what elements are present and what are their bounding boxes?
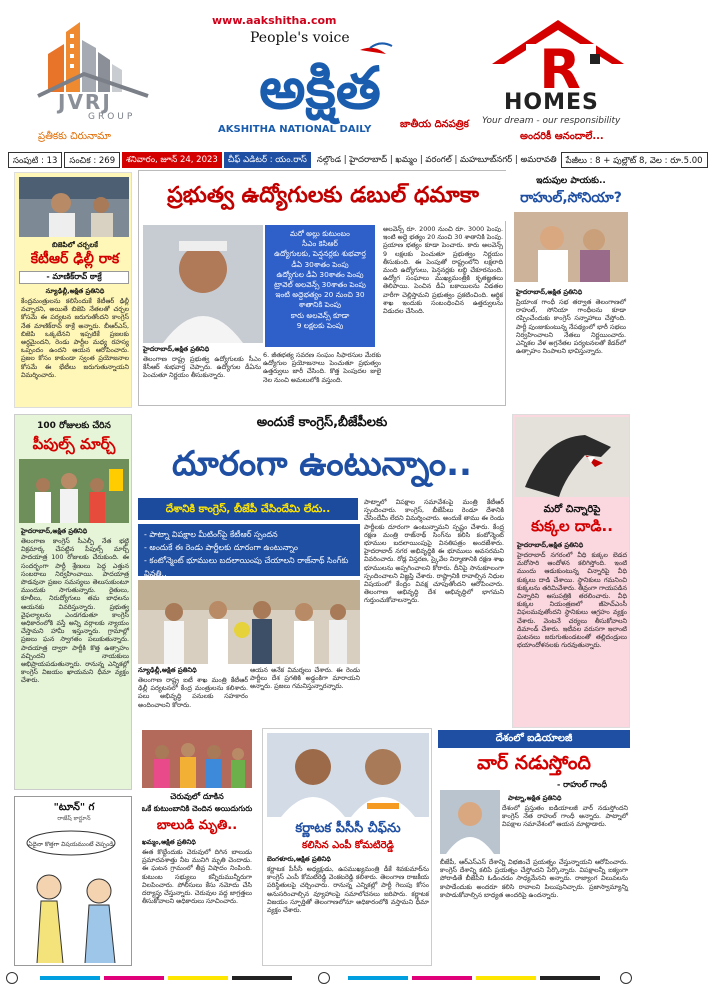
lead-body-col1: [143, 345, 261, 403]
lead-dateline: హైదరాబాద్,అక్షిత ప్రతినిధి: [143, 345, 210, 353]
story-ktr-body: కేంద్రమంత్రులను కలిసేందుకే కేటీఆర్ ఢిల్లీ వచ్చారని, అయితే బిజెపి నేతలతో చర్చల కోసమే ఈ పర్యటన జరుగుతోందని కాంగ్రెస్ నేత మాణిక్‌రావ్ ఠాక్రే అన్నారు. బీఆర్ఎస్, బిజెపి ఒక్కటేనని ఇప్పటికే ప్రజలకు అర్థమైందని, రెండు పార్టీల మధ్య రహస్య ఒప్పందం ఉందని ఆయన ఆరోపించారు. ప్రజల కోసం కాకుండా స్వంత ప్రయోజనాల కోసమే ఈ భేటీలు జరుగుతున్నాయని విమర్శించారు.: [21, 297, 129, 379]
jvrj-name: JVRJ: [58, 90, 112, 114]
story-rahul-kicker: ఇదుపుల పాయకు..: [536, 176, 606, 186]
bullet-item: - పాట్నా విపక్షాల మీటింగ్‌పై కేటీఆర్ స్పందన: [144, 530, 278, 539]
cartoon-title: "టూన్" గ: [53, 802, 95, 813]
story-pond-body: ఈత కొట్టేందుకు చెరువులో దిగిన బాలుడు ప్రమాదవశాత్తు నీట మునిగి మృతి చెందాడు. ఈ ఘటన గ్రామంలో తీవ్ర విషాదం నింపింది. కుటుంబ సభ్యులు కన్నీరుమున్నీరుగా విలపించారు. పోలీసులు కేసు నమోదు చేసి దర్యాప్తు చేస్తున్నారు. చెరువుల వద్ద జాగ్రత్తలు తీసుకోవాలని అధికారులు సూచించారు.: [142, 848, 252, 906]
story-congress-dateline: న్యూఢిల్లీ,అక్షిత ప్రతినిధి: [138, 666, 197, 674]
svg-text:R: R: [539, 38, 581, 101]
story-ktr-headline[interactable]: కేటీఆర్ ఢిల్లీ రాక: [30, 251, 120, 267]
meta-bar: [8, 152, 703, 168]
registration-mark: [620, 972, 632, 984]
registration-mark: [318, 972, 330, 984]
story-rahul-dateline: హైదరాబాద్,అక్షిత ప్రతినిధి: [516, 288, 583, 296]
lead-headline[interactable]: ప్రభుత్వ ఉద్యోగులకు డబుల్ ధమాకా: [139, 171, 507, 221]
lead-body-2: 6. జీతభత్య సవరణ సంఘం సిఫారసుల మేరకు ఉద్యోగుల ప్రయోజనాలు పెంచుతూ ప్రభుత్వం ఉత్తర్వులు జారీ చేసింది. కొత్త పెంపుదల జులై నెల నుంచి అమలులోకి వస్తుంది.: [263, 351, 381, 384]
color-bar: [40, 976, 100, 980]
story-dogs-body: హైదరాబాద్ నగరంలో వీధి కుక్కల బెడద మరోసారి ఆందోళన కలిగిస్తోంది. ఇంటి ముందు ఆడుకుంటున్న చిన్నారిపై వీధి కుక్కలు దాడి చేశాయి. స్థానికులు గమనించి కుక్కలను తరిమివేశారు. తీవ్రంగా గాయపడిన చిన్నారిని ఆసుపత్రికి తరలించారు. వీధి కుక్కల నియంత్రణలో జీహెచ్ఎంసీ విఫలమవుతోందని స్థానికులు ఆగ్రహం వ్యక్తం చేశారు. వెంటనే చర్యలు తీసుకోవాలని డిమాండ్ చేశారు. ఇటీవల వరుసగా ఇలాంటి ఘటనలు జరుగుతుండటంతో తల్లిదండ్రులు భయాందోళనలకు గురవుతున్నారు.: [517, 551, 627, 650]
story-dogs-kicker: మరో చిన్నారిపై: [543, 504, 601, 515]
cartoon-speech: ఏదైనా కొత్తగా విషయముంటే చెప్పండి: [28, 841, 114, 848]
logo-subtitle: AKSHITHA NATIONAL DAILY: [218, 124, 372, 135]
story-dogs-headline[interactable]: కుక్కల దాడి..: [531, 517, 613, 535]
story-ideology[interactable]: [438, 730, 630, 966]
lead-highlight-item: ట్రావెల్ అలవెన్స్ 30శాతం పెంపు: [274, 280, 366, 290]
story-dogs-photo: [515, 417, 629, 497]
story-rahul[interactable]: [512, 172, 630, 408]
color-bar: [232, 976, 292, 980]
story-congress-topline: అందుకే కాంగ్రెస్,బీజేపీలకు: [256, 415, 388, 430]
bullet-item: - కంటోన్మెంట్ భూములు బదలాయింపు చేయాలని రాజ్‌నాథ్ సింగ్‌కు వినతి..: [144, 556, 349, 578]
story-congress-left: [138, 666, 248, 720]
registration-mark: [6, 972, 18, 984]
story-march-photo: [19, 459, 129, 523]
story-karnataka-subhead: కలిసిన ఎంపీ కోమటిరెడ్డి: [302, 840, 394, 851]
cartoon-box: [14, 796, 132, 966]
editions: నల్గొండ | హైదరాబాద్ | ఖమ్మం | వరంగల్ | మహబూబ్‌నగర్ | అమరావతి: [316, 155, 557, 165]
cartoon-drawing: [19, 825, 129, 963]
story-congress-body-left: తెలంగాణ రాష్ట్ర ఐటీ శాఖ మంత్రి కేటీఆర్ ఢిల్లీ పర్యటనలో కేంద్ర మంత్రులను కలిశారు. పలు అభివృద్ధి పనులకు సహకారం అందించాలని కోరారు.: [138, 676, 248, 709]
story-ideology-dateline: పాట్నా,అక్షిత ప్రతినిధి: [508, 794, 562, 802]
story-march-kicker: 100 రోజులకు చేరిన: [37, 421, 111, 431]
story-dogs-dateline: హైదరాబాద్,అక్షిత ప్రతినిధి: [517, 541, 584, 549]
story-karnataka-dateline: బెంగళూరు,అక్షిత ప్రతినిధి: [267, 855, 331, 863]
color-bar: [348, 976, 408, 980]
story-march-body: తెలంగాణ కాంగ్రెస్ సీఎల్పీ నేత భట్టి విక్రమార్క చేపట్టిన పీపుల్స్ మార్చ్ పాదయాత్ర 100 రోజులకు చేరుకుంది. ఈ సందర్భంగా పార్టీ శ్రేణులు పెద్ద ఎత్తున సంబరాలు నిర్వహించాయి. పాదయాత్ర పొడవునా ప్రజల సమస్యలు తెలుసుకుంటూ ముందుకు సాగుతున్నారు. రైతులు, కూలీలు, నిరుద్యోగులు తమ బాధలను ఆయనకు వివరిస్తున్నారు. ప్రభుత్వ వైఫల్యాలను ఎండగడుతూ కాంగ్రెస్ అధికారంలోకి వస్తే అన్ని వర్గాలకు న్యాయం చేస్తామని హామీ ఇస్తున్నారు. గ్రామాల్లో ప్రజలు ఘన స్వాగతం పలుకుతున్నారు. పాదయాత్ర ద్వారా పార్టీకి కొత్త ఉత్సాహం వచ్చిందని నాయకులు అభిప్రాయపడుతున్నారు. రానున్న ఎన్నికల్లో కాంగ్రెస్ విజయం ఖాయమని ధీమా వ్యక్తం చేశారు.: [21, 537, 129, 685]
story-ideology-kicker: దేశంలో ఐడియాలజీ: [438, 730, 630, 748]
site-url[interactable]: www.aakshitha.com: [212, 14, 337, 27]
color-bar: [412, 976, 472, 980]
edition-date: శనివారం, జూన్ 24, 2023: [122, 152, 222, 168]
color-bar: [168, 976, 228, 980]
story-pond[interactable]: [138, 728, 256, 966]
color-bar: [104, 976, 164, 980]
story-ktr-photo: [19, 177, 129, 237]
story-dog-attack[interactable]: [512, 414, 630, 728]
color-bar: [476, 976, 536, 980]
story-ktr-dateline: న్యూఢిల్లీ,అక్షిత ప్రతినిధి: [45, 287, 105, 295]
rhomes-slogan: Your dream - our responsibility: [482, 116, 621, 126]
story-congress-bullets: [138, 524, 360, 576]
lead-highlight-item: కారు అలవెన్స్ కూడా: [290, 310, 350, 320]
logo-daily: జాతీయ దినపత్రిక: [400, 119, 469, 130]
story-congress-bjp[interactable]: [138, 412, 506, 722]
story-ktr-kicker: బిజెపిలో చర్చలకే: [52, 241, 98, 249]
story-congress-photo: [138, 580, 360, 664]
price: పేజీలు : 8 + పుల్లౌట్ 8, వెల : రూ.5.00: [561, 152, 708, 168]
logo-text: అక్షిత: [259, 54, 381, 122]
story-congress-headline[interactable]: దూరంగా ఉంటున్నాం..: [172, 444, 472, 484]
jvrj-group: GROUP: [88, 112, 136, 122]
story-pond-headline[interactable]: బాలుడి మృతి..: [156, 818, 238, 833]
story-rahul-photo: [514, 212, 628, 282]
story-ktr[interactable]: [14, 172, 132, 408]
story-rahul-headline[interactable]: రాహుల్,సోనియా?: [520, 190, 622, 206]
lead-body-1: తెలంగాణ రాష్ట్ర ప్రభుత్వ ఉద్యోగులకు సీఎం కేసీఆర్ శుభవార్త చెప్పారు. ఉద్యోగుల డీఏను పెంచుతూ నిర్ణయం తీసుకున్నారు.: [143, 355, 261, 380]
story-congress-subhead: దేశానికి కాంగ్రెస్, బీజేపీ చేసిందేమి లేదు..: [138, 498, 358, 520]
story-ideology-headline[interactable]: వార్ నడుస్తోంది: [477, 752, 591, 774]
story-ktr-byline: - మాణిక్‌రావ్ ఠాక్రే: [19, 271, 129, 284]
volume: సంపుటి : 13: [8, 152, 62, 168]
story-karnataka-photo: [267, 733, 429, 817]
chief-editor: చీఫ్ ఎడిటర్ : యం.రాస్: [224, 152, 311, 168]
story-peoples-march[interactable]: [14, 414, 132, 790]
story-ideology-body-top: దేశంలో ప్రస్తుతం ఐడియాలజీ వార్ నడుస్తోందని కాంగ్రెస్ నేత రాహుల్ గాంధీ అన్నారు. పాట్నాలో విపక్షాల సమావేశంలో ఆయన మాట్లాడారు.: [502, 804, 628, 829]
story-rahul-body: ప్రియాంక గాంధీ సభ తర్వాత తెలంగాణలో రాహుల్, సోనియా గాంధీలను కూడా రప్పించేందుకు కాంగ్రెస్ సన్నాహాలు చేస్తోంది. పార్టీ పుంజుకుంటున్న నేపథ్యంలో భారీ సభలు నిర్వహించాలని నేతలు నిర్ణయించారు. ఎన్నికల వేళ అగ్రనేతల పర్యటనలతో కేడర్‌లో ఉత్సాహం నింపాలని భావిస్తున్నారు.: [516, 298, 626, 356]
story-congress-body-mid: ఆయన అనేక విమర్శలు చేశారు. ఈ రెండు పార్టీలు దేశ ప్రగతికి అడ్డంకిగా మారాయని అన్నారు. ప్రజలు గమనిస్తున్నారన్నారు.: [250, 666, 360, 691]
color-bar: [540, 976, 600, 980]
lead-highlight-item: 9 లక్షలకు పెంపు: [296, 320, 344, 330]
lead-highlight-item: సీఎం కెసిఆర్: [302, 239, 338, 249]
lead-highlight-item: డీఏ 30శాతం పెంపు: [291, 259, 349, 269]
tagline: People's voice: [250, 30, 350, 46]
story-karnataka-headline[interactable]: కర్ణాటక పీసీసీ చీఫ్‌ను: [295, 821, 401, 836]
story-pond-kicker: చెరువులో దూకిన: [170, 792, 224, 801]
story-march-dateline: హైదరాబాద్,అక్షిత ప్రతినిధి: [21, 527, 88, 535]
cartoon-author: రాజేష్ కార్టూన్: [57, 815, 91, 822]
story-pond-subkicker: ఒకే కుటుంబానికి చెందిన అయిదుగురు: [141, 804, 253, 813]
rhomes-name: HOMES: [504, 90, 599, 115]
lead-body-3: అలవెన్స్ రూ. 2000 నుంచి రూ. 3000 పెంపు. ఇంటి అద్దె భత్యం 20 నుంచి 30 శాతానికి పెంపు. ప్రయాణ భత్యం కూడా పెంచారు. కారు అలవెన్స్ 9 లక్షలకు పెంచుతూ ప్రభుత్వం నిర్ణయం తీసుకుంది. ఈ పెంపుతో రాష్ట్రంలోని లక్షలాది మంది ఉద్యోగులు, పెన్షనర్లకు లబ్ధి చేకూరనుంది. ఉద్యోగ సంఘాలు ముఖ్యమంత్రికి కృతజ్ఞతలు తెలిపాయి. పెంచిన డీఏ బకాయిలను విడతల వారీగా చెల్లిస్తామని ప్రభుత్వం ప్రకటించింది. ఆర్థిక శాఖ ఇందుకు సంబంధించిన ఉత్తర్వులను విడుదల చేసింది.: [383, 225, 503, 316]
issue: సంచిక : 269: [64, 152, 120, 168]
story-march-headline[interactable]: పీపుల్స్ మార్చ్: [32, 435, 116, 453]
bullet-item: - అందుకే ఈ రెండు పార్టీలకు దూరంగా ఉంటున్నాం: [144, 543, 298, 552]
newspaper-logo: [210, 44, 430, 124]
lead-highlights: [265, 225, 375, 347]
lead-story[interactable]: [138, 170, 506, 406]
story-congress-body-right: పాట్నాలో విపక్షాల సమావేశంపై మంత్రి కేటీఆర్ స్పందించారు. కాంగ్రెస్, బీజేపీలు రెండూ దేశానికి చేసిందేమీ లేదని విమర్శించారు. అందుకే తాము ఈ రెండు పార్టీలకు దూరంగా ఉంటున్నామని స్పష్టం చేశారు. కేంద్ర రక్షణ మంత్రి రాజ్‌నాథ్ సింగ్‌ను కలిసి కంటోన్మెంట్ భూముల బదలాయింపుపై వినతిపత్రం అందజేశారు. హైదరాబాద్ నగర అభివృద్ధికి ఈ భూములు అవసరమని వివరించారు. రోడ్ల విస్తరణ, స్కైవేల నిర్మాణానికి రక్షణ శాఖ భూములను అప్పగించాలని కోరారు. దీనిపై సానుకూలంగా స్పందించాలని విజ్ఞప్తి చేశారు. రాష్ట్రానికి రావాల్సిన నిధుల విషయంలో కేంద్రం వివక్ష చూపుతోందని ఆరోపించారు. తెలంగాణ అభివృద్ధి దేశ అభివృద్ధిలో భాగమని గుర్తుంచుకోవాలన్నారు.: [364, 498, 504, 605]
lead-highlight-item: ఉద్యోగులకు, పెన్షనర్లకు శుభవార్త: [274, 249, 366, 259]
story-pond-photo: [142, 730, 252, 788]
story-ideology-quote-by: - రాహుల్ గాంధీ: [556, 780, 608, 789]
rhomes-telugu: అందరికీ ఆనందాలే...: [520, 131, 604, 142]
masthead: [0, 0, 640, 150]
story-karnataka-body: కర్ణాటక పీసీసీ అధ్యక్షుడు, ఉపముఖ్యమంత్రి డీకే శివకుమార్‌ను కాంగ్రెస్ ఎంపీ కోమటిరెడ్డి వెంకటరెడ్డి కలిశారు. తెలంగాణ రాజకీయ పరిస్థితులపై చర్చించారు. రానున్న ఎన్నికల్లో పార్టీ గెలుపు కోసం అనుసరించాల్సిన వ్యూహాలపై సమాలోచనలు జరిపారు. కర్ణాటక విజయం స్ఫూర్తితో తెలంగాణలోనూ అధికారంలోకి వస్తామని ధీమా వ్యక్తం చేశారు.: [267, 865, 429, 915]
jvrj-slogan: ప్రతీకకు చిరునామా: [38, 131, 111, 142]
story-pond-dateline: ఖమ్మం,అక్షిత ప్రతినిధి: [142, 838, 196, 846]
lead-highlight-item: ఇంటి అద్దెభత్యం 20 నుంచి 30 శాతానికి పెంపు: [275, 290, 365, 310]
story-karnataka[interactable]: [262, 728, 432, 966]
lead-highlight-item: ఉద్యోగుల డీఏ 30శాతం పెంపు: [276, 269, 364, 279]
story-ideology-body: బీజేపీ, ఆర్ఎస్ఎస్ దేశాన్ని విభజించే ప్రయత్నం చేస్తున్నాయని ఆరోపించారు. కాంగ్రెస్ దేశాన్ని కలిపే ప్రయత్నం చేస్తోందని పేర్కొన్నారు. విపక్షాలన్నీ ఐక్యంగా పోరాడితే బీజేపీని ఓడించడం సాధ్యమేనని అన్నారు. రాజ్యాంగ విలువలను కాపాడేందుకు అందరూ కలిసి రావాలని పిలుపునిచ్చారు. ప్రజాస్వామ్యాన్ని కాపాడుకోవాల్సిన బాధ్యత అందరిపై ఉందన్నారు.: [440, 858, 628, 899]
lead-highlight-item: మరో అల్లు కుటుంబం: [290, 229, 350, 238]
lead-photo: [143, 225, 263, 343]
story-ideology-photo: [440, 790, 500, 854]
